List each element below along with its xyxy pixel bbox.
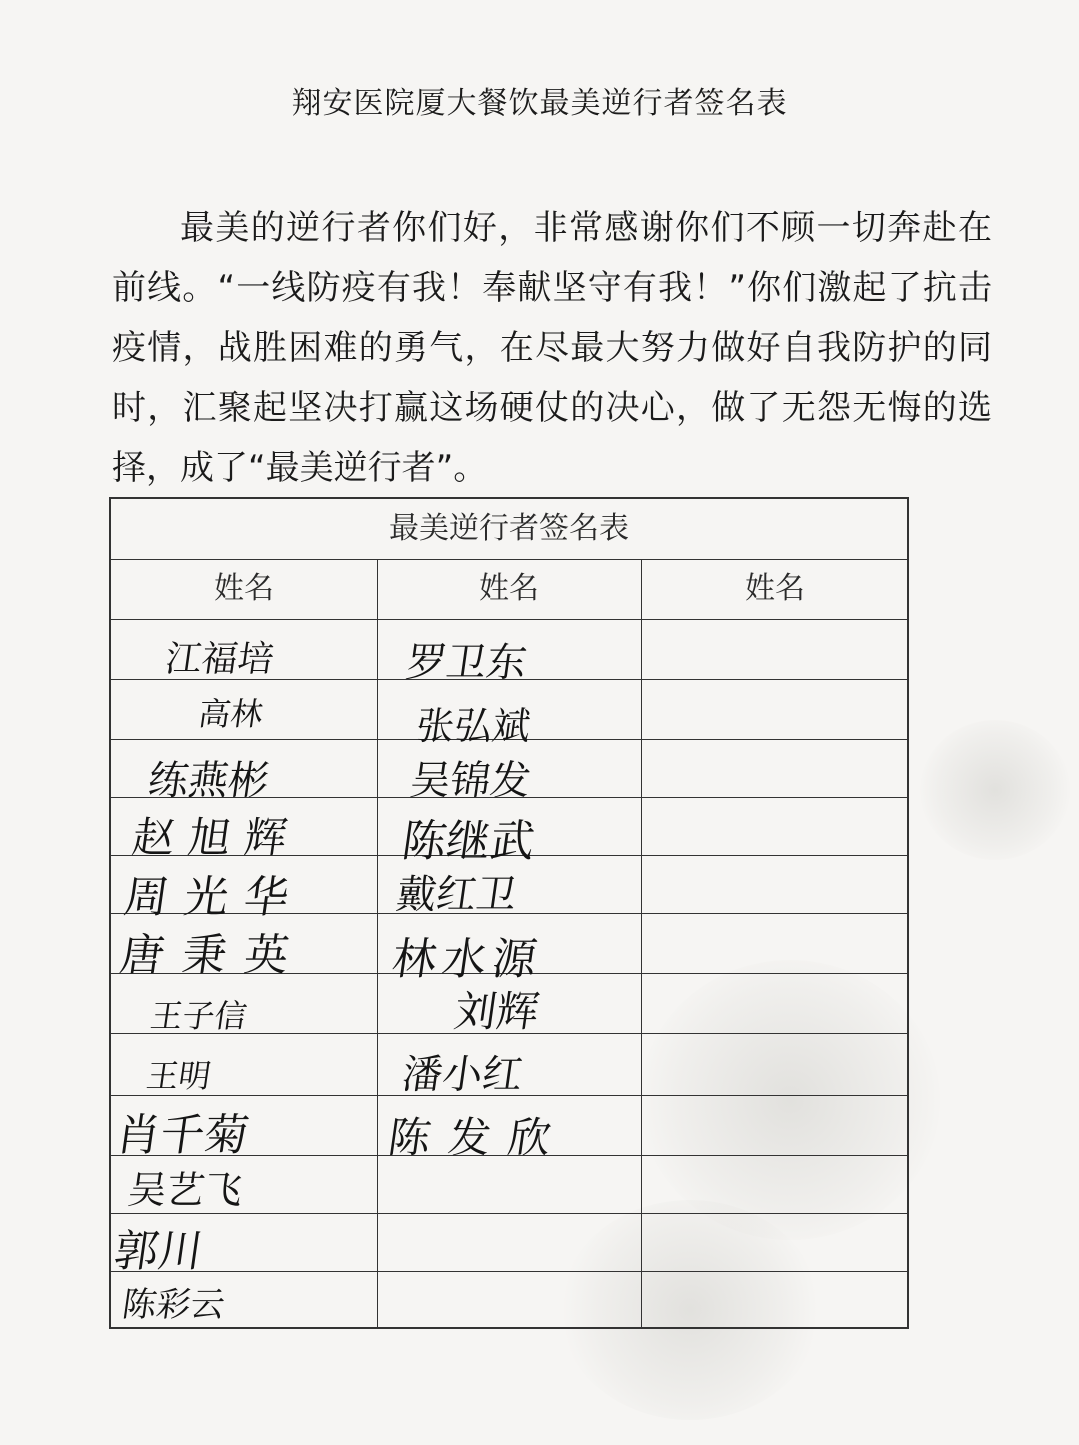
intro-paragraph: 最美的逆行者你们好，非常感谢你们不顾一切奔赴在前线。“一线防疫有我！奉献坚守有我！”你们激起了抗击疫情，战胜困难的勇气，在尽最大努力做好自我防护的同时，汇聚起坚决打赢这场硬仗的决心，做了无怨无悔的选择，成了“最美逆行者”。 bbox=[112, 208, 992, 488]
row-divider bbox=[111, 1271, 907, 1272]
signature: 陈继武 bbox=[398, 816, 538, 867]
signature: 赵旭辉 bbox=[129, 813, 305, 862]
signature: 刘辉 bbox=[451, 987, 543, 1036]
signature: 陈彩云 bbox=[119, 1285, 228, 1325]
signature: 林水源 bbox=[388, 934, 546, 985]
column-divider bbox=[377, 559, 378, 1327]
signature: 高林 bbox=[196, 695, 266, 733]
signature: 郭川 bbox=[110, 1226, 206, 1277]
signature: 唐秉英 bbox=[116, 930, 310, 981]
signature: 王子信 bbox=[148, 997, 250, 1035]
table-title: 最美逆行者签名表 bbox=[111, 499, 907, 560]
column-header-name-3: 姓名 bbox=[745, 571, 805, 606]
signature: 张弘斌 bbox=[413, 704, 534, 748]
row-divider bbox=[111, 619, 907, 620]
signature: 江福培 bbox=[162, 639, 277, 680]
signature: 戴红卫 bbox=[393, 872, 520, 918]
signature: 吴艺飞 bbox=[125, 1168, 246, 1212]
signature: 吴锦发 bbox=[407, 758, 534, 804]
signature: 陈发欣 bbox=[385, 1113, 573, 1162]
document-title: 翔安医院厦大餐饮最美逆行者签名表 bbox=[291, 86, 788, 121]
signature: 罗卫东 bbox=[403, 640, 530, 686]
signature: 潘小红 bbox=[399, 1052, 526, 1098]
signature-table bbox=[109, 497, 909, 1329]
signature: 练燕彬 bbox=[145, 758, 272, 804]
column-divider bbox=[641, 559, 642, 1327]
signature: 周光华 bbox=[120, 872, 308, 923]
signature: 王明 bbox=[144, 1057, 214, 1095]
column-header-name-1: 姓名 bbox=[214, 571, 274, 606]
ink-stain bbox=[920, 720, 1070, 860]
signature: 肖千菊 bbox=[112, 1110, 252, 1161]
column-header-name-2: 姓名 bbox=[479, 571, 539, 606]
